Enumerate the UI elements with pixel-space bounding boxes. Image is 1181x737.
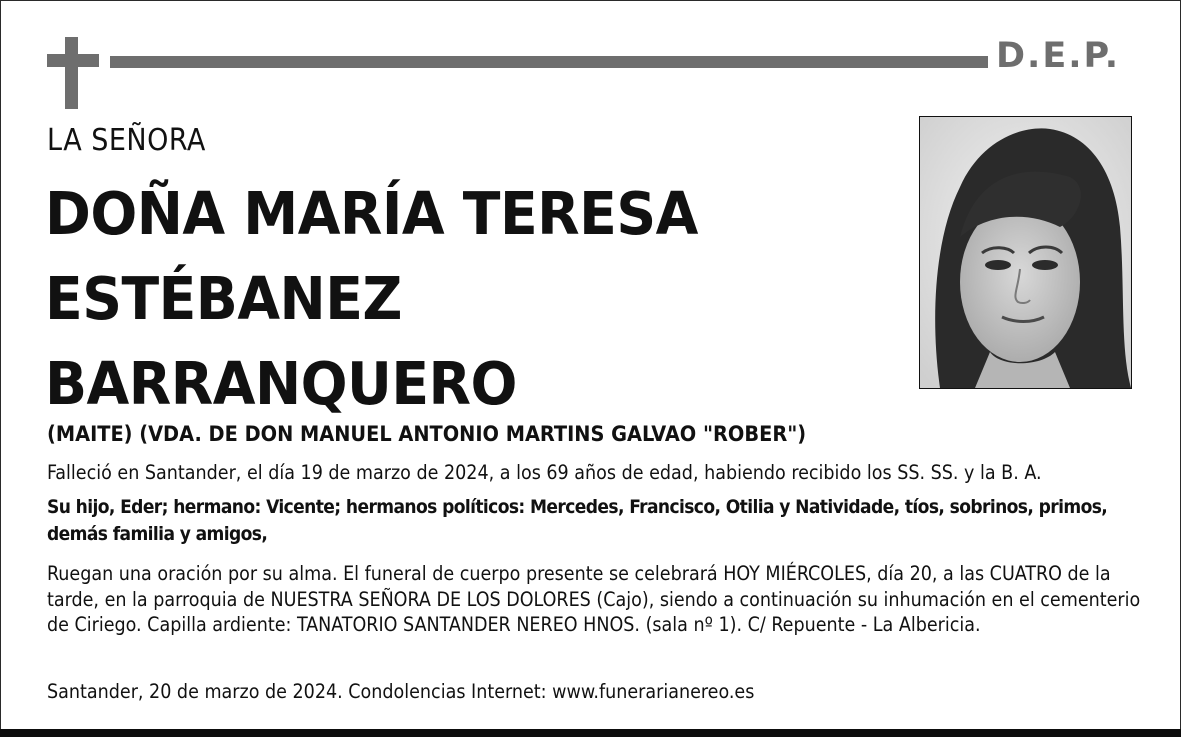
nickname-line: (MAITE) (VDA. DE DON MANUEL ANTONIO MARTINS GALVAO "ROBER") [47,422,807,447]
name-line-1: DOÑA MARÍA TERESA [45,179,698,248]
bottom-border [0,729,1181,737]
dep-label: D.E.P. [996,36,1121,76]
footer-line: Santander, 20 de marzo de 2024. Condolencias Internet: www.funerarianereo.es [47,680,755,703]
honorific: LA SEÑORA [47,123,206,158]
header-rule [110,56,988,68]
death-notice: Falleció en Santander, el día 19 de marzo de 2024, a los 69 años de edad, habiendo recibido los SS. SS. y la B. A. [47,461,1042,484]
name-line-2: ESTÉBANEZ [45,264,402,333]
portrait-photo [919,116,1132,389]
name-line-3: BARRANQUERO [45,349,517,418]
family-list: Su hijo, Eder; hermano: Vicente; hermanos políticos: Mercedes, Francisco, Otilia y Natividade, tíos, sobrinos, primos, demás familia y amigos, [47,496,1108,545]
funeral-details: Ruegan una oración por su alma. El funeral de cuerpo presente se celebrará HOY MIÉRCOLES, día 20, a las CUATRO de la tarde, en la parroquia de NUESTRA SEÑORA DE LOS DOLORES (Cajo), siendo a continuación su inhumación en el cementerio de Ciriego. Capilla ardiente: TANATORIO SANTANDER NEREO HNOS. (sala nº 1). C/ Repuente - La Albericia. [47,562,1141,636]
deceased-name [45,171,939,426]
